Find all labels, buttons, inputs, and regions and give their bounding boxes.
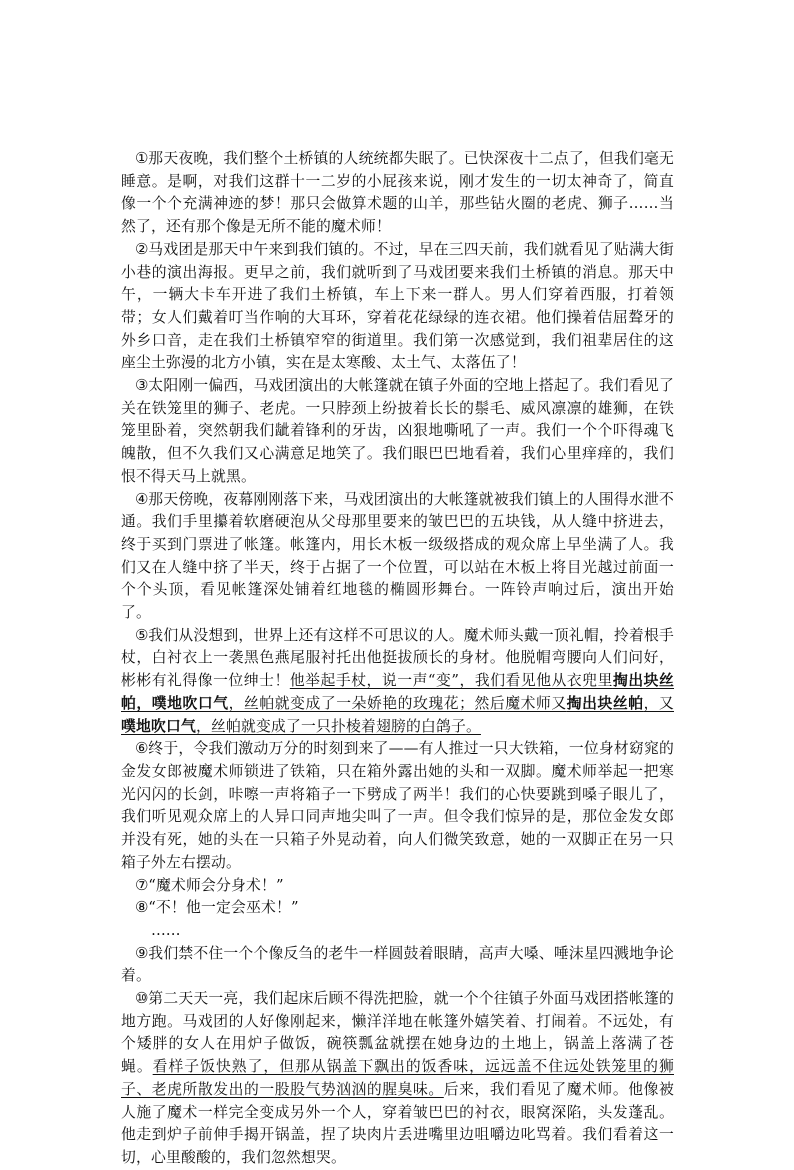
paragraph-text: 我们从没想到，世界上还有这样不可思议的人。魔术师头戴一顶礼帽，拎着根手杖，白衬衣上一袭黑色燕尾服衬托出他挺拔颀长的身材。他脱帽弯腰向人们问好，彬彬有礼得像一位绅士！ (121, 626, 674, 690)
paragraph-text: 马戏团是那天中午来到我们镇的。不过，早在三四天前，我们就看见了贴满大街小巷的演出海报。更早之前，我们就听到了马戏团要来我们土桥镇的消息。那天中午，一辆大卡车开进了我们土桥镇，车上下来一群人。男人们穿着西服，打着领带；女人们戴着叮当作响的大耳环，穿着花花绿绿的连衣裙。他们操着佶屈聱牙的外乡口音，走在我们土桥镇窄窄的街道里。我们第一次感觉到，我们祖辈居住的这座尘土弥漫的北方小镇，实在是太寒酸、太土气、太落伍了！ (121, 240, 674, 372)
underlined-text: ，丝帕就变成了一只扑棱着翅膀的白鸽子。 (196, 717, 481, 735)
underlined-text: 噗地吹口气 (121, 717, 196, 735)
paragraph-number: ⑦ (135, 876, 149, 894)
underlined-text: 看样子饭快熟了，但那从锅盖下飘出的饭香味，远远盖不住远处铁笼里的狮子、老虎所散发出的一股股气势汹汹的腥臭味。 (121, 1058, 674, 1098)
paragraph-text: 终于，令我们激动万分的时刻到来了——有人推过一只大铁箱，一位身材窈窕的金发女郎被魔术师锁进了铁箱，只在箱外露出她的头和一双脚。魔术师举起一把寒光闪闪的长剑，咔嚓一声将箱子一下劈成了两半！我们的心快要跳到嗓子眼儿了，我们听见观众席上的人异口同声地尖叫了一声。但令我们惊异的是，那位金发女郎并没有死，她的头在一只箱子外晃动着，向人们微笑致意，她的一双脚正在另一只箱子外左右摆动。 (121, 740, 674, 871)
story-body (121, 148, 674, 920)
paragraph-p7 (121, 875, 674, 898)
underlined-text: ，又 (643, 694, 674, 712)
paragraph-number: ④ (135, 490, 149, 508)
story-body-continued (121, 943, 674, 1170)
paragraph-text: 后来，我们看见了魔术师。他像被人施了魔术一样完全变成另外一个人，穿着皱巴巴的衬衣，眼窝深陷，头发蓬乱。他走到炉子前伸手揭开锅盖，捏了块肉片丢进嘴里边咀嚼边叱骂着。我们看着这一切，心里酸酸的，我们忽然想哭。 (121, 1080, 674, 1166)
paragraph-number: ⑧ (135, 899, 149, 917)
underlined-text: 掏出块丝帕 (566, 694, 644, 712)
paragraph-p5 (121, 625, 674, 739)
paragraph-text: 那天傍晚，夜幕刚刚落下来，马戏团演出的大帐篷就被我们镇上的人围得水泄不通。我们手里攥着软磨硬泡从父母那里要来的皱巴巴的五块钱，从人缝中挤进去，终于买到门票进了帐篷。帐篷内，用长木板一级级搭成的观众席上早坐满了人。我们又在人缝中挤了半天，终于占据了一个位置，可以站在木板上将目光越过前面一个个头顶，看见帐篷深处铺着红地毯的椭圆形舞台。一阵铃声响过后，演出开始了。 (121, 490, 674, 622)
paragraph-text: 太阳刚一偏西，马戏团演出的大帐篷就在镇子外面的空地上搭起了。我们看见了关在铁笼里的狮子、老虎。一只脖颈上纷披着长长的鬃毛、威风凛凛的雄狮，在铁笼里卧着，突然朝我们龇着锋利的牙齿，凶狠地嘶吼了一声。我们一个个吓得魂飞魄散，但不久我们又心满意足地笑了。我们眼巴巴地看着，我们心里痒痒的，我们恨不得天马上就黑。 (121, 377, 674, 485)
paragraph-number: ③ (135, 377, 149, 395)
underlined-text: 掏出块丝帕，噗地吹口气 (121, 672, 675, 712)
paragraph-number: ⑤ (135, 626, 149, 644)
paragraph-text: “不！他一定会巫术！” (148, 899, 299, 917)
paragraph-p2 (121, 239, 674, 375)
paragraph-text: 第二天天一亮，我们起床后顾不得洗把脸，就一个个往镇子外面马戏团搭帐篷的地方跑。马戏团的人好像刚起来，懒洋洋地在帐篷外嬉笑着、打闹着。不远处，有个矮胖的女人在用炉子做饭，碗筷瓢盆就摆在她身边的土地上，锅盖上落满了苍蝇。 (121, 990, 674, 1076)
paragraph-number: ⑥ (135, 740, 149, 758)
paragraph-p3 (121, 375, 674, 489)
underlined-text: 他举起手杖，说一声“变”，我们看见他从衣兜里 (289, 672, 613, 690)
paragraph-text: 我们禁不住一个个像反刍的老牛一样圆鼓着眼睛，高声大嗓、唾沫星四溅地争论着。 (121, 944, 674, 985)
paragraph-p4 (121, 489, 674, 625)
paragraph-text: 那天夜晚，我们整个土桥镇的人统统都失眠了。已快深夜十二点了，但我们毫无睡意。是啊，对我们这群十一二岁的小屁孩来说，刚才发生的一切太神奇了，简直像一个个充满神迹的梦！那只会做算术题的山羊，那些钻火圈的老虎、狮子……当然了，还有那个像是无所不能的魔术师！ (121, 150, 674, 236)
paragraph-p6 (121, 738, 674, 874)
underlined-text: ，丝帕就变成了一朵娇艳的玫瑰花；然后魔术师又 (228, 694, 567, 712)
paragraph-text: “魔术师会分身术！” (148, 876, 284, 894)
paragraph-p1 (121, 148, 674, 239)
ellipsis: …… (151, 921, 181, 939)
paragraph-number: ⑨ (135, 944, 149, 962)
paragraph-number: ② (135, 240, 149, 258)
paragraph-p8 (121, 897, 674, 920)
paragraph-p9 (121, 943, 674, 988)
paragraph-number: ⑩ (135, 990, 149, 1008)
paragraph-p10 (121, 988, 674, 1170)
paragraph-number: ① (135, 150, 149, 167)
